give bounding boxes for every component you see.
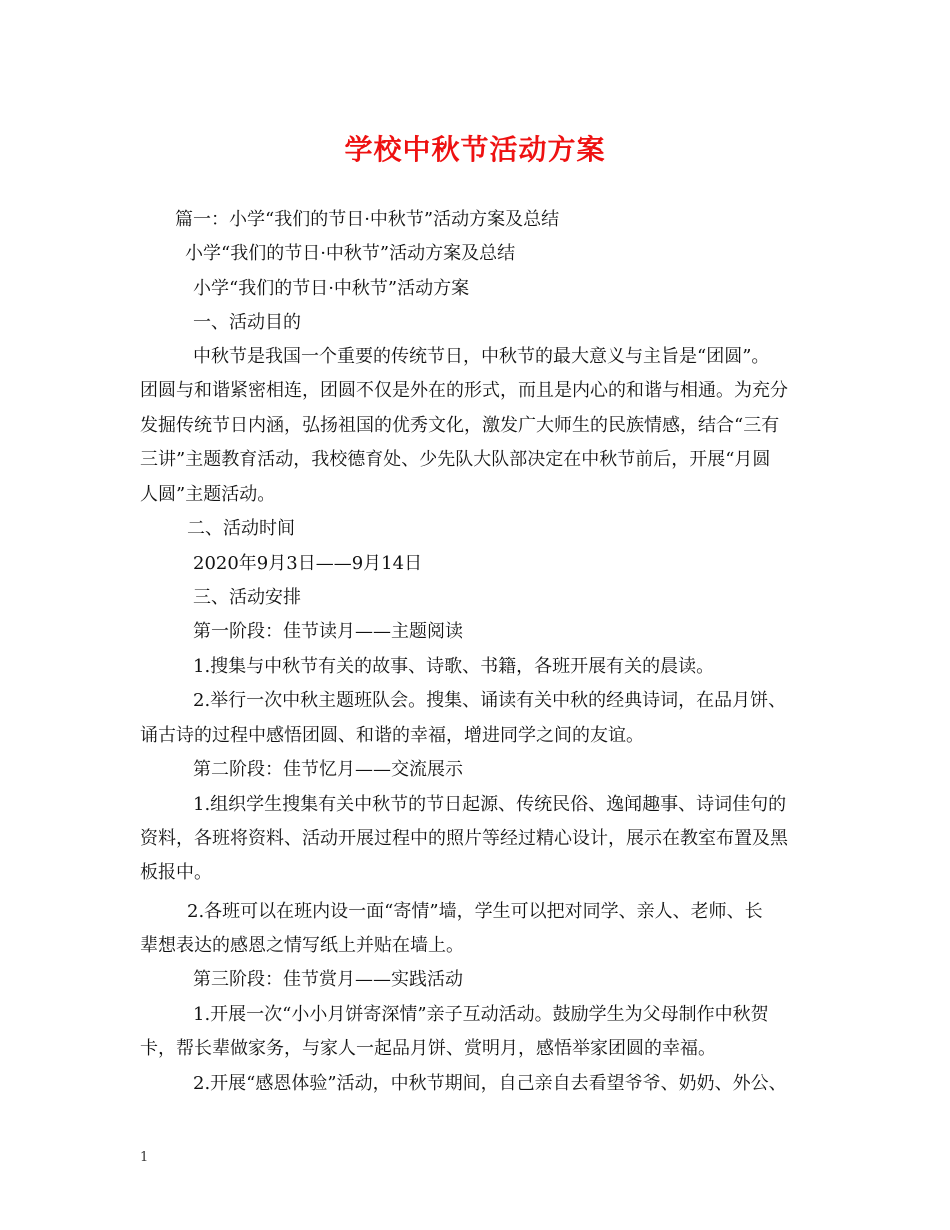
text-line: 团圆与和谐紧密相连，团圆不仅是外在的形式，而且是内心的和谐与相通。为充分: [140, 380, 788, 401]
text-line: 辈想表达的感恩之情写纸上并贴在墙上。: [140, 935, 464, 956]
text-line: 人圆”主题活动。: [140, 484, 276, 505]
page-number: 1: [140, 1150, 149, 1165]
text-line: 中秋节是我国一个重要的传统节日，中秋节的最大意义与主旨是“团圆”。: [193, 346, 770, 367]
text-line: 第一阶段：佳节读月——主题阅读: [193, 621, 463, 642]
text-line: 发掘传统节日内涵，弘扬祖国的优秀文化，激发广大师生的民族情感，结合“三有: [140, 415, 780, 436]
text-line: 1.组织学生搜集有关中秋节的节日起源、传统民俗、逸闻趣事、诗词佳句的: [193, 794, 787, 815]
text-line: 1.开展一次“小小月饼寄深情”亲子互动活动。鼓励学生为父母制作中秋贺: [193, 1004, 769, 1025]
text-line: 篇一：小学“我们的节日·中秋节”活动方案及总结: [175, 209, 560, 230]
text-line: 小学“我们的节日·中秋节”活动方案: [193, 278, 470, 299]
text-line: 2.举行一次中秋主题班队会。搜集、诵读有关中秋的经典诗词，在品月饼、: [193, 690, 787, 711]
text-line: 卡，帮长辈做家务，与家人一起品月饼、赏明月，感悟举家团圆的幸福。: [140, 1038, 716, 1059]
text-line: 第二阶段：佳节忆月——交流展示: [193, 759, 463, 780]
text-line: 诵古诗的过程中感悟团圆、和谐的幸福，增进同学之间的友谊。: [140, 725, 644, 746]
text-line: 板报中。: [140, 862, 212, 883]
text-line: 小学“我们的节日·中秋节”活动方案及总结: [185, 243, 516, 264]
text-line: 资料，各班将资料、活动开展过程中的照片等经过精心设计，展示在教室布置及黑: [140, 828, 788, 849]
text-line: 一、活动目的: [193, 312, 301, 333]
text-line: 三讲”主题教育活动，我校德育处、少先队大队部决定在中秋节前后，开展“月圆: [140, 449, 771, 470]
text-line: 2.各班可以在班内设一面“寄情”墙，学生可以把对同学、亲人、老师、长: [187, 901, 763, 922]
text-line: 三、活动安排: [193, 587, 301, 608]
text-line: 2.开展“感恩体验”活动，中秋节期间，自己亲自去看望爷爷、奶奶、外公、: [193, 1073, 787, 1094]
document-title: 学校中秋节活动方案: [344, 133, 606, 166]
text-line: 1.搜集与中秋节有关的故事、诗歌、书籍，各班开展有关的晨读。: [193, 656, 715, 677]
text-line: 2020年9月3日——9月14日: [193, 553, 423, 574]
text-line: 二、活动时间: [187, 518, 295, 539]
text-line: 第三阶段：佳节赏月——实践活动: [193, 969, 463, 990]
